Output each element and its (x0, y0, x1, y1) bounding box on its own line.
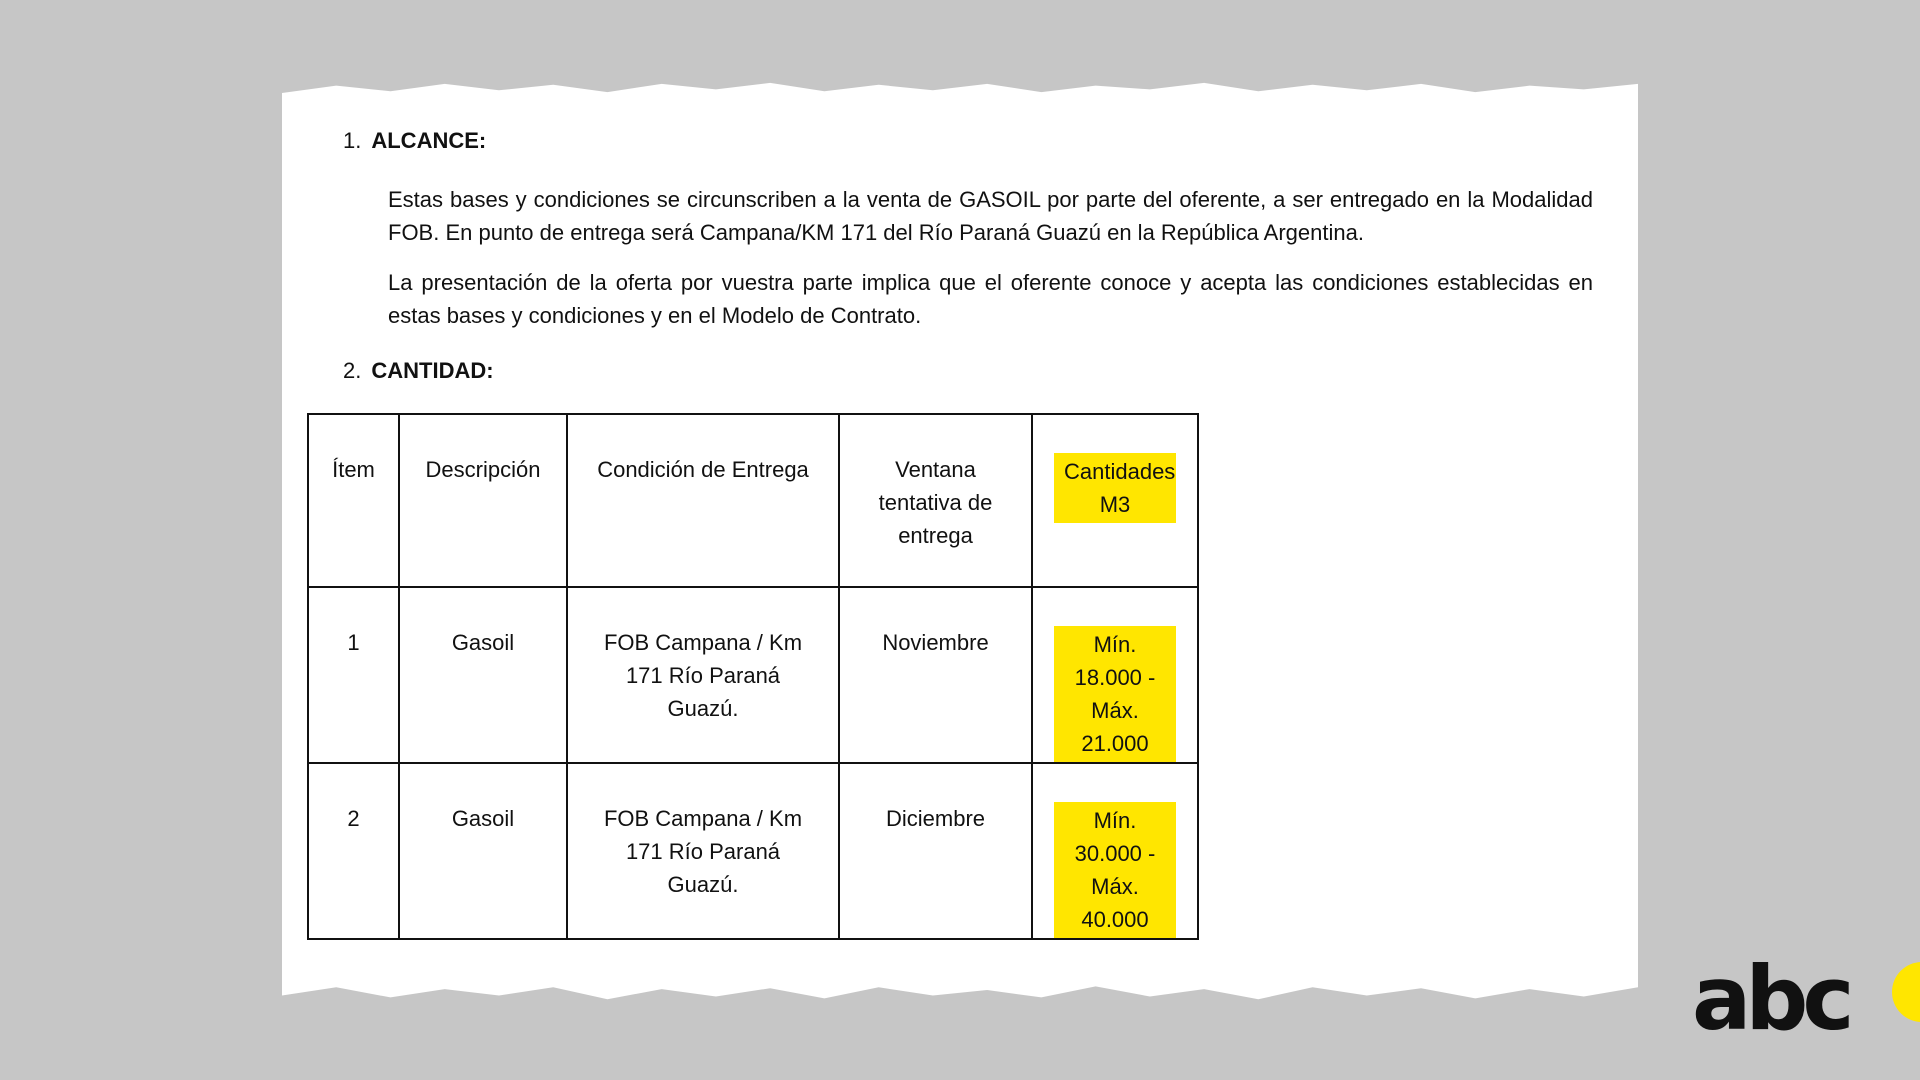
table-row (308, 763, 1198, 939)
section-2-heading (343, 358, 494, 384)
section-1-paragraph-1: Estas bases y condiciones se circunscriben a la venta de GASOIL por parte del oferente, a ser entregado en la Modalidad FOB. En punto de entrega será Campana/KM 171 del Río Paraná Guazú en la República Argentina. (388, 187, 1593, 245)
header-description: Descripción (399, 414, 567, 587)
section-1-paragraph-2: La presentación de la oferta por vuestra parte implica que el oferente conoce y acepta las condiciones establecidas en estas bases y condiciones y en el Modelo de Contrato. (388, 270, 1593, 328)
row-2-quantity (1032, 763, 1198, 939)
header-delivery-condition: Condición de Entrega (567, 414, 839, 587)
section-2-title: CANTIDAD: (371, 358, 494, 383)
header-delivery-window-text: Ventana tentativa de entrega (878, 457, 993, 548)
quantity-table (307, 413, 1199, 940)
row-1-delivery-condition (567, 587, 839, 763)
row-2-delivery-condition (567, 763, 839, 939)
table-header-row (308, 414, 1198, 587)
header-quantities (1032, 414, 1198, 587)
section-1-number: 1. (343, 128, 362, 153)
table-row (308, 587, 1198, 763)
brand-dot-icon (1892, 962, 1920, 1022)
section-2-number: 2. (343, 358, 362, 383)
header-item: Ítem (308, 414, 399, 587)
section-1-heading (343, 128, 486, 154)
row-1-delivery-window: Noviembre (839, 587, 1032, 763)
row-1-item: 1 (308, 587, 399, 763)
header-delivery-window (839, 414, 1032, 587)
row-2-delivery-window: Diciembre (839, 763, 1032, 939)
header-quantities-highlight: Cantidades M3 (1054, 453, 1176, 523)
abc-logo: abc (1692, 947, 1849, 1050)
row-1-description: Gasoil (399, 587, 567, 763)
row-2-delivery-condition-text: FOB Campana / Km 171 Río Paraná Guazú. (603, 806, 803, 897)
row-1-delivery-condition-text: FOB Campana / Km 171 Río Paraná Guazú. (603, 630, 803, 721)
section-1-title: ALCANCE: (371, 128, 487, 153)
row-2-item: 2 (308, 763, 399, 939)
row-2-quantity-highlight: Mín. 30.000 - Máx. 40.000 (1054, 802, 1176, 938)
row-2-description: Gasoil (399, 763, 567, 939)
row-1-quantity-highlight: Mín. 18.000 - Máx. 21.000 (1054, 626, 1176, 762)
row-1-quantity (1032, 587, 1198, 763)
